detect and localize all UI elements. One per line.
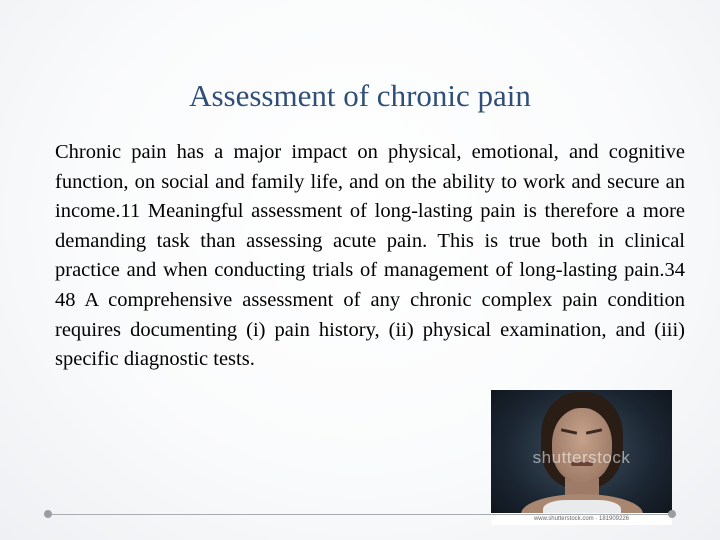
footer-divider	[48, 514, 672, 515]
woman-in-pain-photo	[491, 390, 672, 525]
photo-watermark: shutterstock	[532, 448, 631, 467]
slide-body-text: Chronic pain has a major impact on physical, emotional, and cognitive function, on social and family life, and on the ability to work and secure an income.11 Meaningful assessment of long-lasting pain is therefore a more demanding task than assessing acute pain. This is true both in clinical practice and when conducting trials of management of long-lasting pain.34 48 A comprehensive assessment of any chronic complex pain condition requires documenting (i) pain history, (ii) physical examination, and (iii) specific diagnostic tests.	[55, 141, 685, 371]
photo-face	[552, 408, 612, 482]
footer-dot-left	[44, 510, 52, 518]
slide-title: Assessment of chronic pain	[189, 78, 531, 113]
photo-caption: www.shutterstock.com · 181909226	[491, 513, 672, 525]
footer-dot-right	[668, 510, 676, 518]
